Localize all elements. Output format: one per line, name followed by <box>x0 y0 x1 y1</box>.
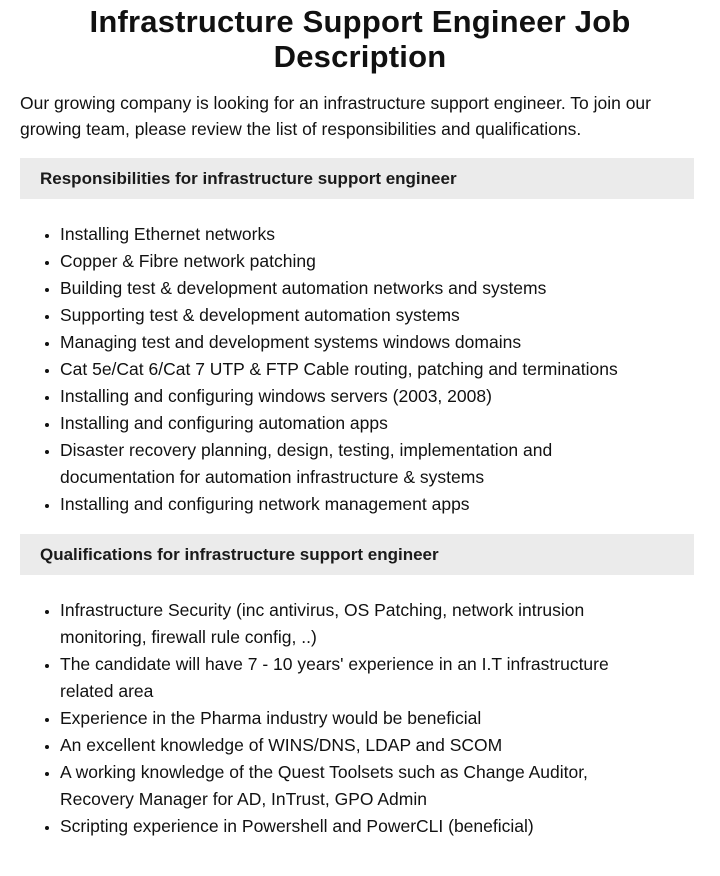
list-item: • Disaster recovery planning, design, testing, implementation and documentation for automation infrastructure & systems <box>60 437 720 491</box>
list-item: • Copper & Fibre network patching <box>60 248 720 275</box>
list-item: • Installing and configuring windows servers (2003, 2008) <box>60 383 720 410</box>
qualifications-section <box>0 534 720 840</box>
section-heading: Responsibilities for infrastructure support engineer <box>20 158 694 199</box>
list-item: • Experience in the Pharma industry would be beneficial <box>60 705 720 732</box>
list-item: • Infrastructure Security (inc antivirus, OS Patching, network intrusion monitoring, firewall rule config, ..) <box>60 597 720 651</box>
list-item: • An excellent knowledge of WINS/DNS, LDAP and SCOM <box>60 732 720 759</box>
list-item: • Installing and configuring automation apps <box>60 410 720 437</box>
list-item: • Managing test and development systems windows domains <box>60 329 720 356</box>
section-heading: Qualifications for infrastructure support engineer <box>20 534 694 575</box>
responsibilities-section <box>0 158 720 518</box>
qualifications-list <box>0 597 720 840</box>
page-title: Infrastructure Support Engineer Job Description <box>89 4 631 74</box>
list-item: • Supporting test & development automation systems <box>60 302 720 329</box>
list-item: • Cat 5e/Cat 6/Cat 7 UTP & FTP Cable routing, patching and terminations <box>60 356 720 383</box>
list-item: • The candidate will have 7 - 10 years' experience in an I.T infrastructure related area <box>60 651 720 705</box>
responsibilities-list <box>0 221 720 518</box>
list-item: • Installing Ethernet networks <box>60 221 720 248</box>
list-item: • Scripting experience in Powershell and PowerCLI (beneficial) <box>60 813 720 840</box>
list-item: • A working knowledge of the Quest Toolsets such as Change Auditor, Recovery Manager for AD, InTrust, GPO Admin <box>60 759 720 813</box>
list-item: • Installing and configuring network management apps <box>60 491 720 518</box>
intro-text: Our growing company is looking for an infrastructure support engineer. To join our growing team, please review the list of responsibilities and qualifications. <box>20 93 651 139</box>
list-item: • Building test & development automation networks and systems <box>60 275 720 302</box>
